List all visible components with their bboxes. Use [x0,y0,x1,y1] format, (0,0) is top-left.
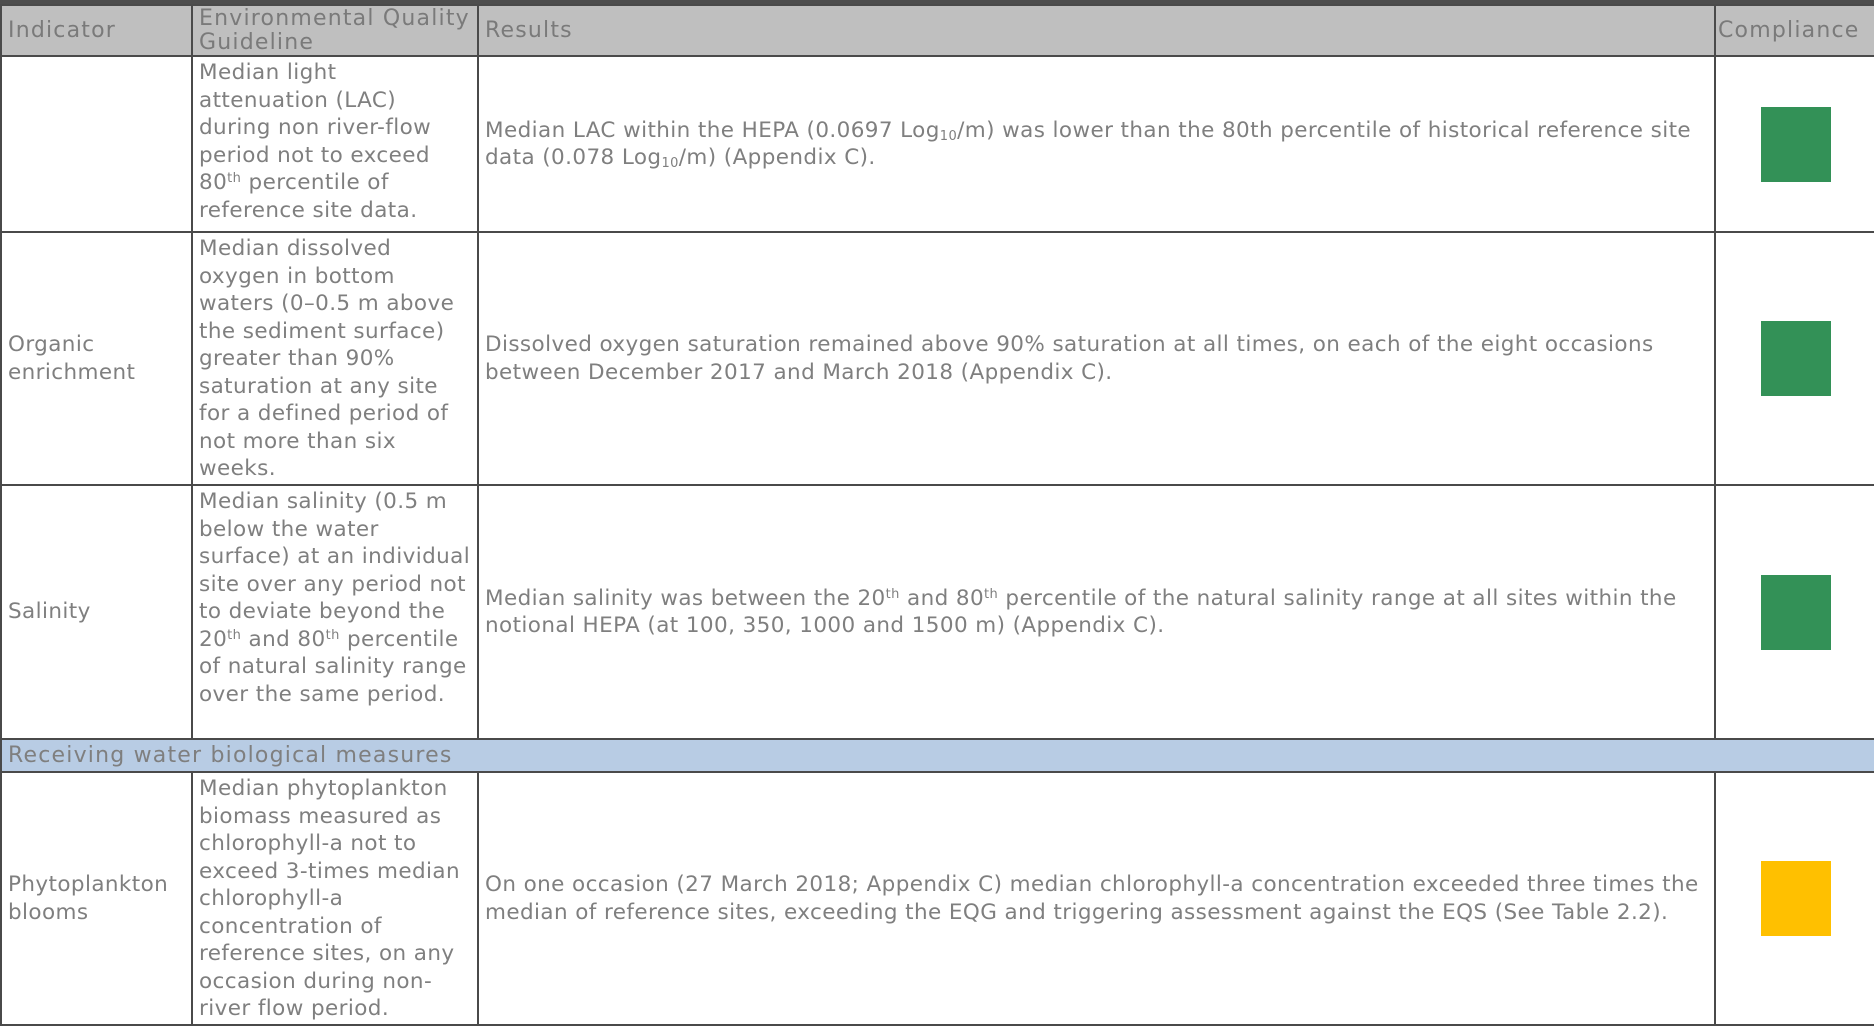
guideline-cell: Median dissolved oxygen in bottom waters (0–0.5 m above the sediment surface) greater than 90% saturation at any site for a defined period of not more than six weeks. [192,232,478,485]
table-row [1,56,1874,232]
header-guideline: Environmental Quality Guideline [192,5,478,56]
compliance-indicator [1761,321,1831,396]
indicator-cell [1,56,192,232]
guideline-cell: Median salinity (0.5 m below the water surface) at an individual site over any period not to deviate beyond the 20th and 80th percentile of natural salinity range over the same period. [192,485,478,739]
results-cell: On one occasion (27 March 2018; Appendix C) median chlorophyll-a concentration exceeded three times the median of reference sites, exceeding the EQG and triggering assessment against the EQS (See Table 2.2). [478,772,1715,1025]
compliance-indicator [1761,861,1831,936]
compliance-cell [1715,56,1874,232]
header-compliance: Compliance [1715,5,1874,56]
compliance-cell [1715,232,1874,485]
header-results: Results [478,5,1715,56]
header-indicator: Indicator [1,5,192,56]
results-cell: Dissolved oxygen saturation remained above 90% saturation at all times, on each of the eight occasions between December 2017 and March 2018 (Appendix C). [478,232,1715,485]
compliance-cell [1715,772,1874,1025]
compliance-indicator [1761,575,1831,650]
compliance-indicator [1761,107,1831,182]
table-row [1,485,1874,739]
guideline-cell: Median phytoplankton biomass measured as chlorophyll-a not to exceed 3-times median chlorophyll-a concentration of reference sites, on any occasion during non-river flow period. [192,772,478,1025]
guideline-cell: Median light attenuation (LAC) during non river-flow period not to exceed 80th percentile of reference site data. [192,56,478,232]
section-heading: Receiving water biological measures [1,739,1874,772]
table-row [1,232,1874,485]
indicator-cell: Organic enrichment [1,232,192,485]
section-row [1,739,1874,772]
header-row [1,5,1874,56]
eqg-compliance-table [0,4,1874,1026]
indicator-cell: Phytoplankton blooms [1,772,192,1025]
compliance-cell [1715,485,1874,739]
table-row [1,772,1874,1025]
results-cell: Median salinity was between the 20th and 80th percentile of the natural salinity range at all sites within the notional HEPA (at 100, 350, 1000 and 1500 m) (Appendix C). [478,485,1715,739]
results-cell: Median LAC within the HEPA (0.0697 Log$_{10}$/m) was lower than the 80th percentile of historical reference site data (0.078 Log$_{10}$/m) (Appendix C). [478,56,1715,232]
indicator-cell: Salinity [1,485,192,739]
